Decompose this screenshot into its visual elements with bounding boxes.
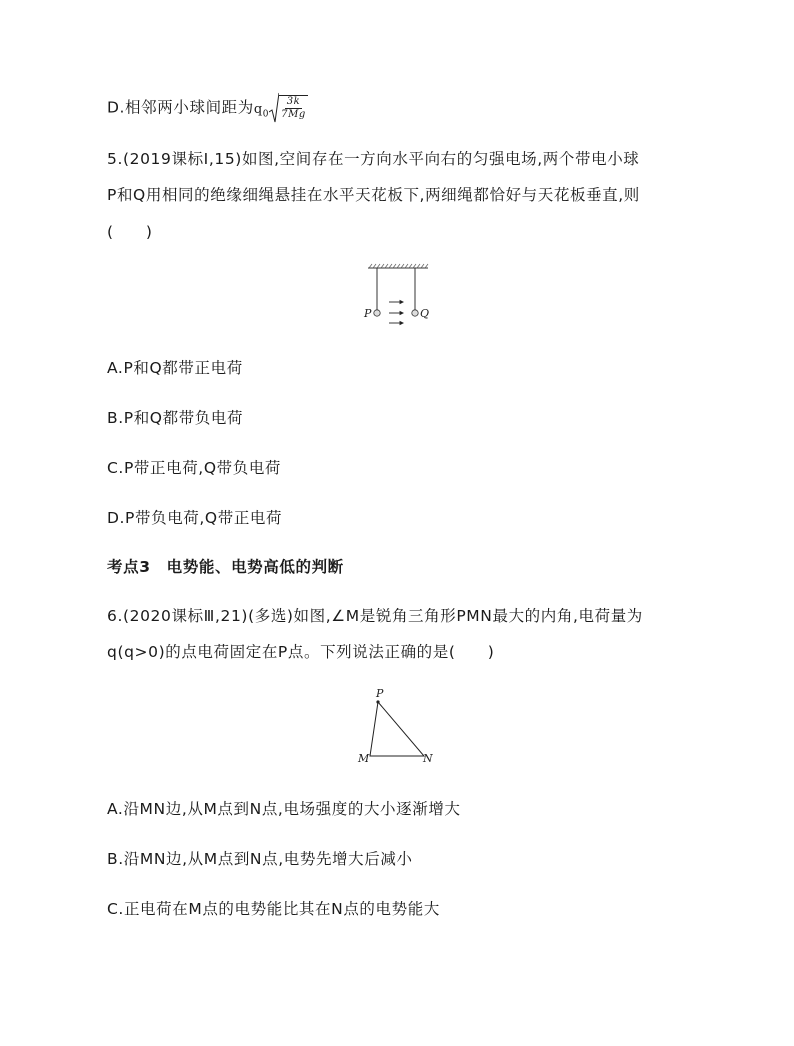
q6-label-n: N [423, 752, 433, 765]
q5-figure [362, 262, 437, 330]
q5-option-c: C.P带正电荷,Q带负电荷 [107, 459, 282, 477]
q5-line-2: P和Q用相同的绝缘细绳悬挂在水平天花板下,两细绳都恰好与天花板垂直,则 [107, 186, 640, 204]
q6-label-p: P [376, 687, 384, 700]
q6-option-a: A.沿MN边,从M点到N点,电场强度的大小逐渐增大 [107, 800, 461, 818]
q5-line-1: 5.(2019课标Ⅰ,15)如图,空间存在一方向水平向右的匀强电场,两个带电小球 [107, 150, 640, 168]
fraction-denominator: 7Mg [281, 109, 306, 120]
radical-sign-icon [269, 92, 279, 124]
triangle-pmn [370, 702, 424, 756]
ceiling-icon [368, 264, 428, 268]
q6-option-c: C.正电荷在M点的电势能比其在N点的电势能大 [107, 900, 440, 918]
section-heading: 考点3 电势能、电势高低的判断 [107, 558, 344, 576]
q5-option-d: D.P带负电荷,Q带正电荷 [107, 509, 283, 527]
q6-line-2: q(q>0)的点电荷固定在P点。下列说法正确的是( ) [107, 643, 495, 661]
q5-label-q: Q [420, 307, 430, 320]
option-d-previous [107, 92, 308, 124]
q5-label-p: P [364, 307, 372, 320]
q5-option-b: B.P和Q都带负电荷 [107, 409, 244, 427]
q6-line-1: 6.(2020课标Ⅲ,21)(多选)如图,∠M是锐角三角形PMN最大的内角,电荷量为 [107, 607, 643, 625]
point-p-icon [376, 700, 379, 703]
option-d-previous-text: D.相邻两小球间距为 [107, 98, 254, 117]
sqrt-expression [269, 92, 308, 124]
fraction [279, 95, 308, 121]
field-arrows-icon [389, 301, 403, 325]
q6-triangle-figure [352, 684, 437, 766]
q6-label-m: M [358, 752, 370, 765]
q5-line-3: ( ) [107, 223, 153, 241]
ball-q-icon [412, 310, 418, 316]
q6-option-b: B.沿MN边,从M点到N点,电势先增大后减小 [107, 850, 413, 868]
q0-symbol: $q_0$ [253, 101, 270, 120]
fraction-numerator: 3k [286, 96, 301, 107]
ball-p-icon [374, 310, 380, 316]
q5-option-a: A.P和Q都带正电荷 [107, 359, 243, 377]
